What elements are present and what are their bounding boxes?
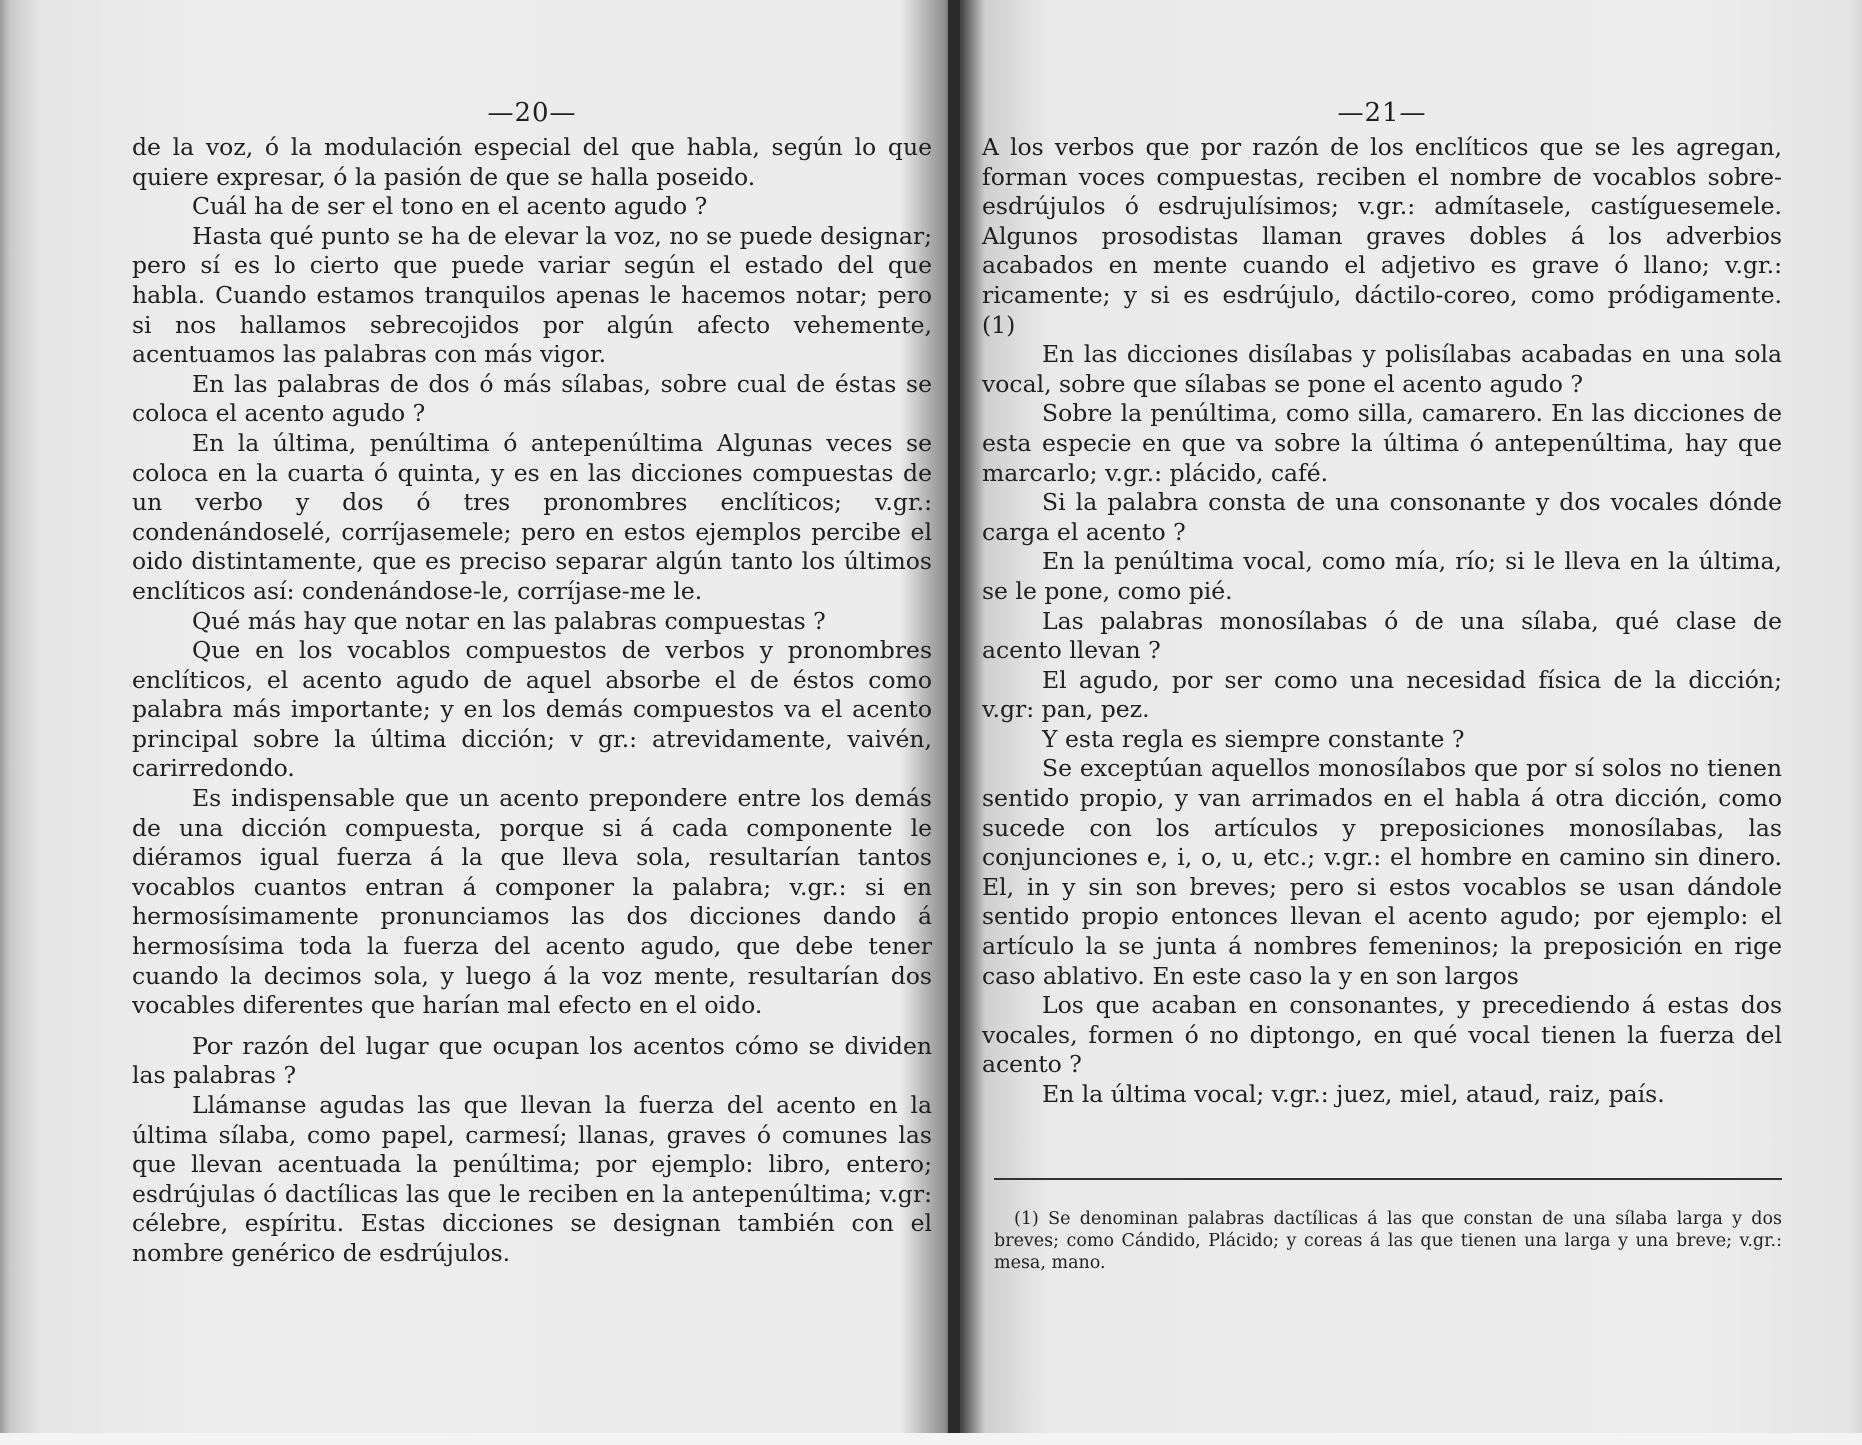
paragraph: En la última vocal; v.gr.: juez, miel, ataud, raiz, país. bbox=[1042, 1080, 1665, 1108]
question: En las dicciones disílabas y polisílabas acabadas en una sola vocal, sobre que sílabas se pone el acento agudo ? bbox=[982, 340, 1782, 398]
paragraph: Se exceptúan aquellos monosílabos que por sí solos no tienen sentido propio, y van arrimados en el habla á otra dicción, como sucede con los artículos y preposiciones monosílabas, las conjunciones e, i, o, u, etc.; v.gr.: el hombre en camino sin dinero. El, in y sin son breves; pero si estos vocablos se usan dándole sentido propio entonces llevan el acento agudo; por ejemplo: el artículo la se junta á nombres femeninos; la preposición en rige caso ablativo. En este caso la y en son largos bbox=[982, 754, 1782, 990]
paragraph: Sobre la penúltima, como silla, camarero. En las dicciones de esta especie en que va sobre la última ó antepenúltima, hay que marcarlo; v.gr.: plácido, café. bbox=[982, 399, 1782, 487]
question: Por razón del lugar que ocupan los acentos cómo se dividen las palabras ? bbox=[132, 1031, 932, 1090]
page-body bbox=[982, 133, 1782, 1110]
paragraph: En la penúltima vocal, como mía, río; si le lleva en la última, se le pone, como pié. bbox=[982, 547, 1782, 605]
paragraph: En la última, penúltima ó antepenúltima Algunas veces se coloca en la cuarta ó quinta, y es en las dicciones compuestas de un verbo y dos ó tres pronombres enclíticos; v.gr.: condenándoselé, corríjasemele; pero en estos ejemplos percibe el oido distintamente, que es preciso separar algún tanto los últimos enclíticos así: condenándose-le, corríjase-me le. bbox=[132, 428, 932, 605]
paragraph: Hasta qué punto se ha de elevar la voz, no se puede designar; pero sí es lo cierto que puede variar según el estado del que habla. Cuando estamos tranquilos apenas le hacemos notar; pero si nos hallamos sebrecojidos por algún afecto vehemente, acentuamos las palabras con más vigor. bbox=[132, 221, 932, 369]
question: Cuál ha de ser el tono en el acento agudo ? bbox=[192, 192, 708, 221]
scan-edge bbox=[0, 1433, 1862, 1445]
paragraph: Que en los vocablos compuestos de verbos y pronombres enclíticos, el acento agudo de aquel absorbe el de éstos como palabra más importante; y en los demás compuestos va el acento principal sobre la última dicción; v gr.: atrevidamente, vaivén, carirredondo. bbox=[132, 636, 932, 783]
paragraph: A los verbos que por razón de los enclíticos que se les agregan, forman voces compuestas, reciben el nombre de vocablos sobre-esdrújulos ó esdrujulísimos; v.gr.: admítasele, castíguesemele. Algunos prosodistas llaman graves dobles á los adverbios acabados en mente cuando el adjetivo es grave ó llano; v.gr.: ricamente; y si es esdrújulo, dáctilo-coreo, como pródigamente. (1) bbox=[982, 133, 1782, 339]
page-number: —20— bbox=[487, 98, 577, 128]
footnote: (1) Se denominan palabras dactílicas á las que constan de una sílaba larga y dos breves; como Cándido, Plácido; y coreas á las que tienen una larga y una breve; v.gr.: mesa, mano. bbox=[994, 1209, 1782, 1273]
question: Las palabras monosílabas ó de una sílaba, qué clase de acento llevan ? bbox=[982, 606, 1782, 665]
footnote-divider bbox=[994, 1178, 1782, 1180]
question: En las palabras de dos ó más sílabas, sobre cual de éstas se coloca el acento agudo ? bbox=[132, 369, 932, 428]
page-number: —21— bbox=[1337, 98, 1427, 128]
question: Si la palabra consta de una consonante y dos vocales dónde carga el acento ? bbox=[982, 488, 1782, 546]
question: Los que acaban en consonantes, y precediendo á estas dos vocales, formen ó no diptongo, en qué vocal tienen la fuerza del acento ? bbox=[982, 991, 1782, 1079]
paragraph: Es indispensable que un acento prepondere entre los demás de una dicción compuesta, porque si á cada componente le diéramos igual fuerza á la que lleva sola, resultarían tantos vocablos cuantos entran á componer la palabra; v.gr.: si en hermosísimamente pronunciamos las dos dicciones dando á hermosísima toda la fuerza del acento agudo, que debe tener cuando la decimos sola, y luego á la voz mente, resultarían dos vocables diferentes que harían mal efecto en el oido. bbox=[132, 784, 932, 1020]
paragraph: Llámanse agudas las que llevan la fuerza del acento en la última sílaba, como papel, carmesí; llanas, graves ó comunes las que llevan acentuada la penúltima; por ejemplo: libro, entero; esdrújulas ó dactílicas las que le reciben en la antepenúltima; v.gr: célebre, espíritu. Estas dicciones se designan también con el nombre genérico de esdrújulos. bbox=[132, 1091, 932, 1267]
question: Qué más hay que notar en las palabras compuestas ? bbox=[192, 606, 826, 635]
paragraph: de la voz, ó la modulación especial del que habla, según lo que quiere expresar, ó la pasión de que se halla poseido. bbox=[132, 133, 932, 191]
paragraph: El agudo, por ser como una necesidad física de la dicción; v.gr: pan, pez. bbox=[982, 665, 1782, 724]
book-binding bbox=[948, 0, 960, 1445]
page-body bbox=[132, 133, 932, 1269]
question: Y esta regla es siempre constante ? bbox=[1042, 724, 1465, 753]
